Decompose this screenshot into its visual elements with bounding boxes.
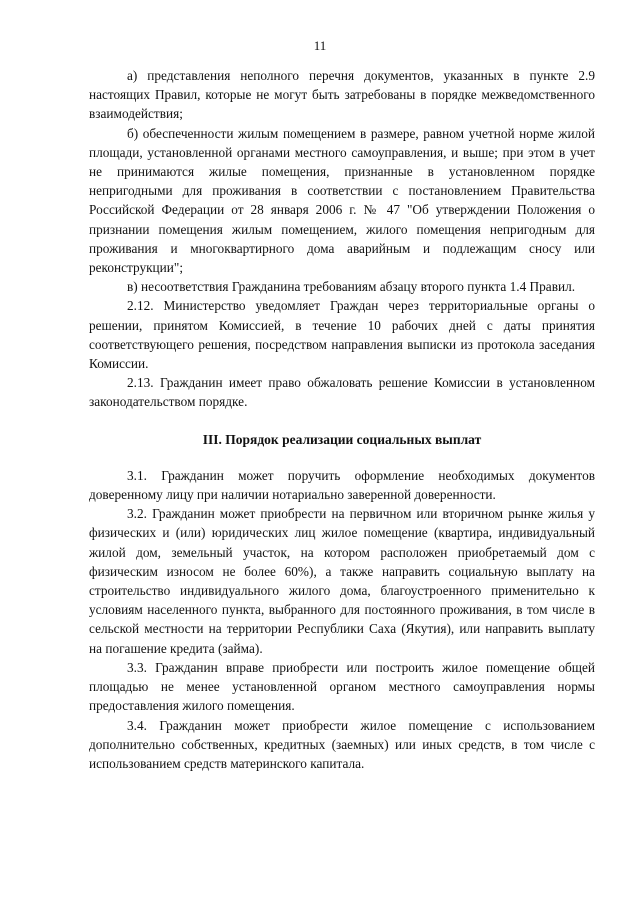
paragraph-b: б) обеспеченности жилым помещением в размере, равном учетной норме жилой площади, установленной органами местного самоуправления, и выше; при этом в учет не принимаются жилые помещения, признанные в установленном порядке непригодными для проживания в соответствии с постановлением Правительства Российской Федерации от 28 января 2006 г. № 47 "Об утверждении Положения о признании помещения жилым помещением, жилого помещения непригодным для проживания и многоквартирного дома аварийным и подлежащим сносу или реконструкции";: [89, 125, 595, 276]
section-heading: III. Порядок реализации социальных выплат: [202, 431, 482, 447]
paragraph-2-12: 2.12. Министерство уведомляет Граждан через территориальные органы о решении, принятом Комиссией, в течение 10 рабочих дней с даты принятия соответствующего решения, посредством направления выписки из протокола заседания Комиссии.: [89, 298, 595, 372]
paragraph-3-1: 3.1. Гражданин может поручить оформление необходимых документов доверенному лицу при наличии нотариально заверенной доверенности.: [89, 467, 595, 503]
paragraph-2-13: 2.13. Гражданин имеет право обжаловать решение Комиссии в установленном законодательством порядке.: [89, 375, 595, 410]
document-body: [89, 66, 595, 773]
page-number: 11: [313, 38, 327, 53]
paragraph-3-3: 3.3. Гражданин вправе приобрести или построить жилое помещение общей площадью не менее установленной органом местного самоуправления нормы предоставления жилого помещения.: [89, 659, 595, 714]
paragraph-v: в) несоответствия Гражданина требованиям абзацу второго пункта 1.4 Правил.: [127, 279, 576, 295]
paragraph-a: а) представления неполного перечня документов, указанных в пункте 2.9 настоящих Правил, которые не могут быть затребованы в порядке межведомственного взаимодействия;: [89, 68, 595, 122]
paragraph-3-4: 3.4. Гражданин может приобрести жилое помещение с использованием дополнительно собственных, кредитных (заемных) или иных средств, в том числе с использованием средств материнского капитала.: [89, 717, 595, 771]
paragraph-3-2: 3.2. Гражданин может приобрести на первичном или вторичном рынке жилья у физических и (или) юридических лиц жилое помещение (квартира, индивидуальный жилой дом, земельный участок, на котором расположен приобретаемый дом с физическим износом не более 60%), а также направить социальную выплату на строительство индивидуального жилого дома, благоустроенного применительно к условиям населенного пункта, выбранного для постоянного проживания, в том числе в сельской местности на территории Республики Саха (Якутия), или направить выплату на погашение кредита (займа).: [89, 506, 595, 656]
